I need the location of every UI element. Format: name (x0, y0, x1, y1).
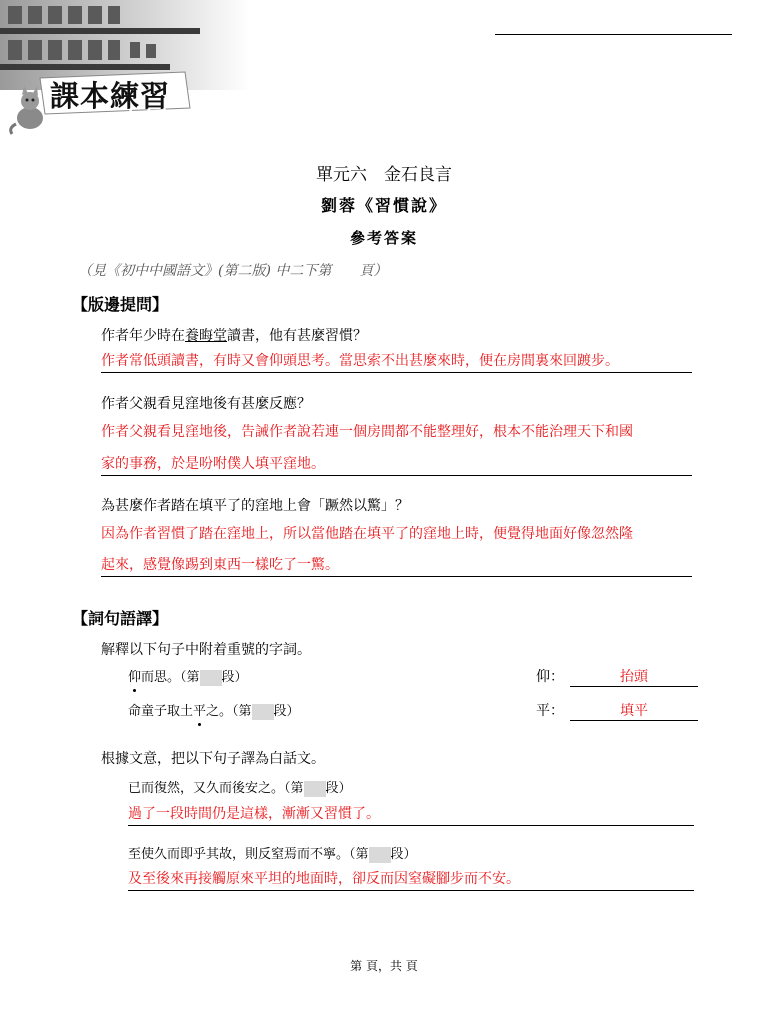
banner-title: 課本練習 (50, 79, 171, 113)
sentence-2-text: 至使久而即乎其故，則反窒焉而不寧。（第 (128, 847, 369, 862)
emphasized-char: 平 (193, 700, 206, 719)
place-name: 養晦堂 (185, 328, 227, 344)
question-1-post: 讀書，他有甚麼習慣？ (227, 328, 367, 344)
sentence-2-answer: 及至後來再接觸原來平坦的地面時，卻反而因窒礙腳步而不安。 (128, 870, 694, 891)
unit-title: 單元六 金石良言 (316, 165, 452, 185)
phrase-item-2-pre: 命童子取土 (128, 704, 194, 719)
keyword-item-2 (536, 700, 698, 721)
paragraph-blank (200, 670, 222, 686)
keyword-item-1 (536, 666, 698, 687)
textbook-reference: （見《初中中國語文》(第二版) 中二下第 頁） (78, 263, 388, 279)
sentence-2 (128, 843, 417, 863)
header-banner (0, 0, 260, 140)
paragraph-blank (304, 781, 326, 797)
section-heading-margin-questions: 【版邊提問】 (72, 295, 169, 314)
keyword-label: 仰： (536, 669, 564, 685)
answer-3-line-1: 因為作者習慣了踏在窪地上，所以當他踏在填平了的窪地上時，便覺得地面好像忽然隆 (101, 526, 633, 542)
sentence-1 (128, 777, 352, 797)
paragraph-blank (369, 847, 391, 863)
keyword-answer: 填平 (570, 700, 698, 721)
paragraph-blank (252, 704, 274, 720)
question-3: 為甚麼作者踏在填平了的窪地上會「蹶然以驚」？ (101, 498, 409, 514)
answer-1: 作者常低頭讀書，有時又會仰頭思考。當思索不出甚麼來時，便在房間裏來回踱步。 (101, 352, 692, 373)
sentence-1-end: 段） (325, 781, 352, 796)
school-building-illustration (0, 0, 260, 140)
name-line (495, 34, 732, 35)
sentence-1-answer: 過了一段時間仍是這樣，漸漸又習慣了。 (128, 805, 694, 826)
question-1 (101, 325, 367, 345)
emphasized-char: 仰 (128, 666, 141, 685)
keyword-answer: 抬頭 (570, 666, 698, 687)
phrase-item-1 (128, 666, 248, 686)
phrase-item-2-text: 之。（第 (206, 704, 252, 719)
section-heading-phrase-translation: 【詞句語譯】 (72, 609, 169, 628)
page-footer: 第 頁，共 頁 (350, 959, 418, 973)
phrase-item-1-text: 而思。（第 (141, 670, 200, 685)
sentence-1-text: 已而復然，又久而後安之。（第 (128, 781, 304, 796)
sentence-2-end: 段） (390, 847, 417, 862)
phrase-item-2-end: 段） (273, 704, 300, 719)
instruction-explain: 解釋以下句子中附着重號的字詞。 (101, 642, 311, 658)
question-1-pre: 作者年少時在 (101, 328, 185, 344)
answer-3-line-2: 起來，感覺像踢到東西一樣吃了一驚。 (101, 556, 692, 577)
cat-mascot-icon (11, 86, 43, 134)
lesson-title: 劉蓉《習慣說》 (320, 196, 447, 215)
phrase-item-2 (128, 700, 300, 720)
answer-subtitle: 參考答案 (349, 229, 418, 247)
keyword-label: 平： (536, 703, 564, 719)
answer-2-line-1: 作者父親看見窪地後，告誡作者說若連一個房間都不能整理好，根本不能治理天下和國 (101, 424, 633, 440)
phrase-item-1-end: 段） (221, 670, 248, 685)
answer-2-line-2: 家的事務，於是吩咐僕人填平窪地。 (101, 455, 692, 476)
instruction-translate: 根據文意，把以下句子譯為白話文。 (101, 751, 325, 767)
question-2: 作者父親看見窪地後有甚麼反應？ (101, 396, 311, 412)
